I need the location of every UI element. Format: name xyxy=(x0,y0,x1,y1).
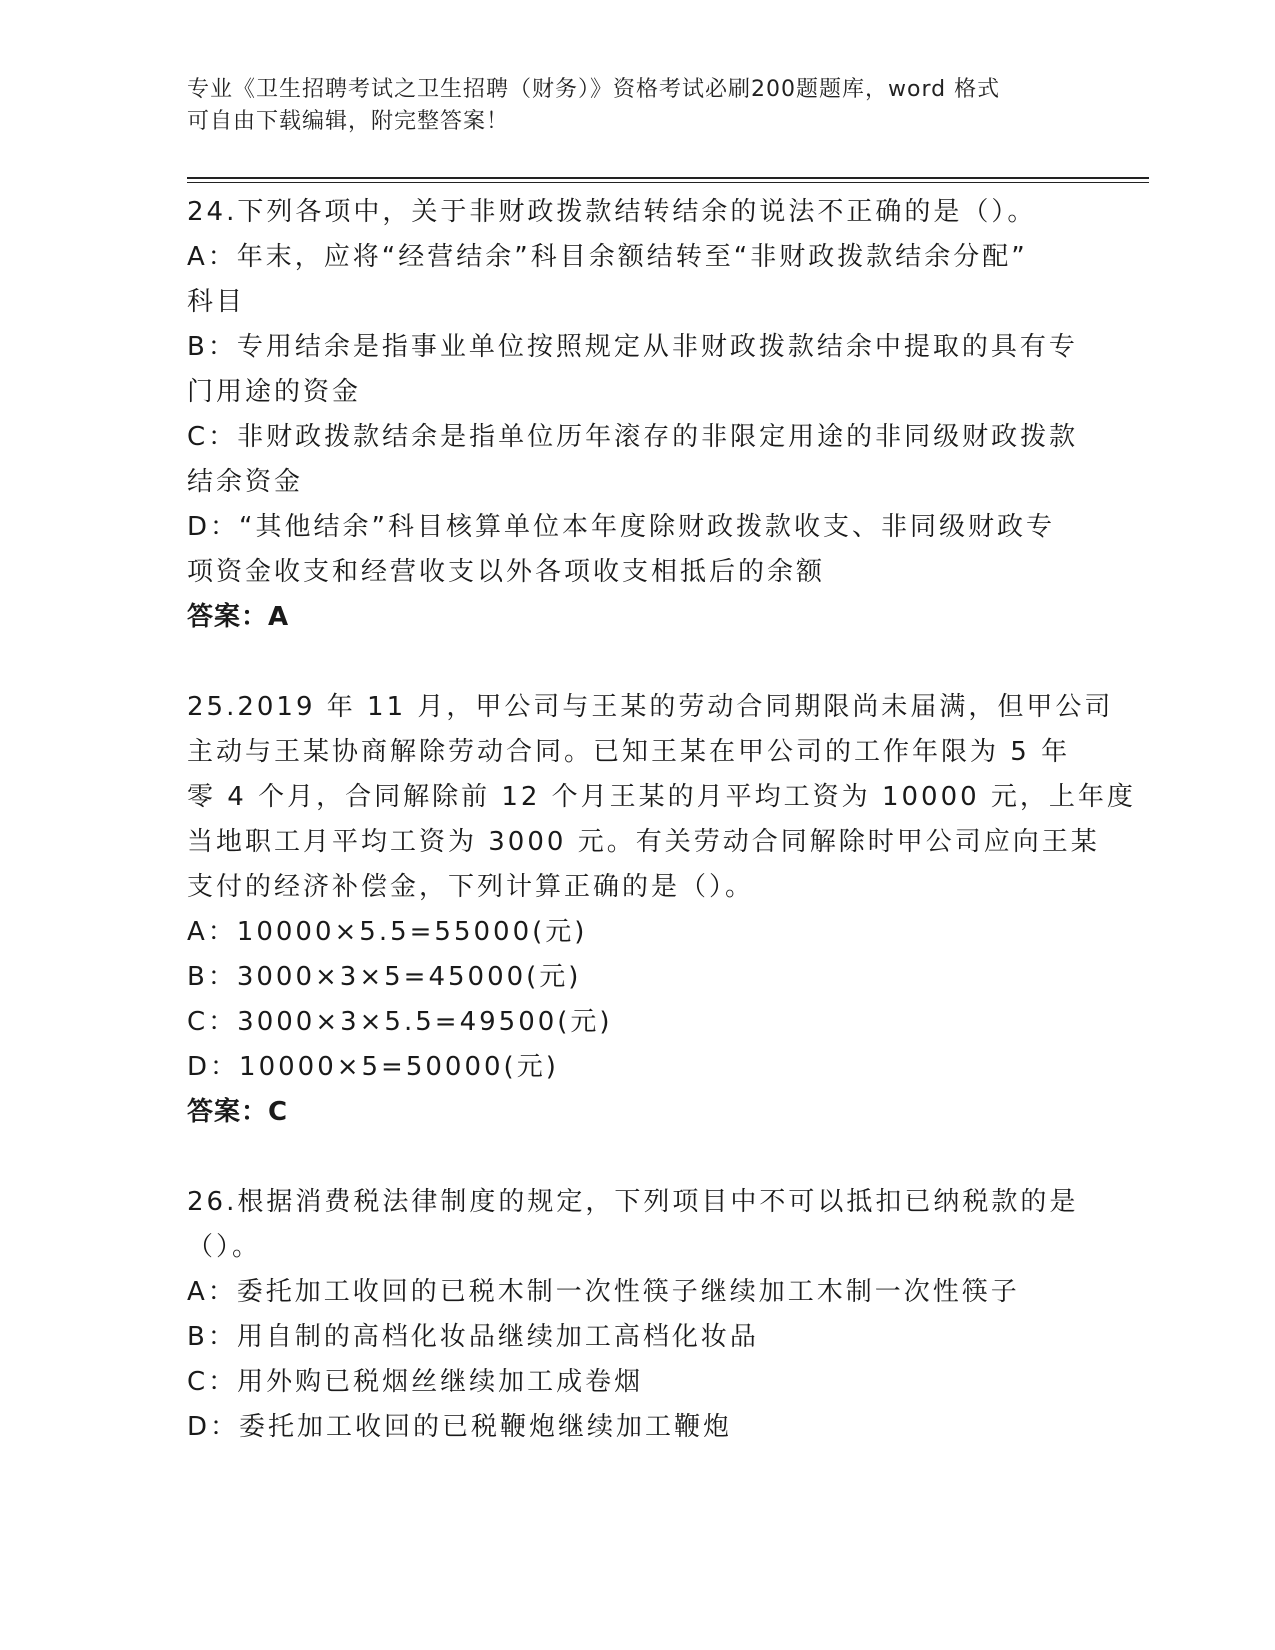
question-stem-line: 支付的经济补偿金，下列计算正确的是（）。 xyxy=(187,872,755,902)
question-stem-line: 25.2019 年 11 月，甲公司与王某的劳动合同期限尚未届满，但甲公司 xyxy=(187,692,1114,722)
question-stem-line: 26.根据消费税法律制度的规定，下列项目中不可以抵扣已纳税款的是 xyxy=(187,1187,1079,1217)
question-stem-line: （）。 xyxy=(187,1232,262,1262)
option-a-line-2: 科目 xyxy=(187,287,246,317)
option-d: D：10000×5=50000(元) xyxy=(187,1052,559,1082)
question-stem-line: 当地职工月平均工资为 3000 元。有关劳动合同解除时甲公司应向王某 xyxy=(187,827,1100,857)
header-divider-thick xyxy=(187,177,1149,179)
question-list xyxy=(187,190,1136,1450)
answer-label: 答案：A xyxy=(187,602,290,632)
option-b: B：3000×3×5=45000(元) xyxy=(187,962,582,992)
header-line-2: 可自由下载编辑，附完整答案！ xyxy=(187,109,510,134)
question-26 xyxy=(187,1180,1079,1450)
option-c-line-2: 结余资金 xyxy=(187,467,304,497)
option-b-line-2: 门用途的资金 xyxy=(187,377,362,407)
option-b: B：用自制的高档化妆品继续加工高档化妆品 xyxy=(187,1322,759,1352)
option-b-line-1: B：专用结余是指事业单位按照规定从非财政拨款结余中提取的具有专 xyxy=(187,332,1078,362)
option-c-line-1: C：非财政拨款结余是指单位历年滚存的非限定用途的非同级财政拨款 xyxy=(187,422,1079,452)
question-stem-line: 主动与王某协商解除劳动合同。已知王某在甲公司的工作年限为 5 年 xyxy=(187,737,1071,767)
option-c: C：3000×3×5.5=49500(元) xyxy=(187,1007,613,1037)
question-stem-line: 零 4 个月，合同解除前 12 个月王某的月平均工资为 10000 元，上年度 xyxy=(187,782,1136,812)
option-a: A：委托加工收回的已税木制一次性筷子继续加工木制一次性筷子 xyxy=(187,1277,1020,1307)
option-d-line-2: 项资金收支和经营收支以外各项收支相抵后的余额 xyxy=(187,557,826,587)
option-a: A：10000×5.5=55000(元) xyxy=(187,917,588,947)
document-header xyxy=(187,74,1067,138)
answer-label: 答案：C xyxy=(187,1097,289,1127)
question-stem-line: 24.下列各项中，关于非财政拨款结转结余的说法不正确的是（）。 xyxy=(187,197,1037,227)
header-line-1: 专业《卫生招聘考试之卫生招聘（财务）》资格考试必刷200题题库，word 格式 xyxy=(187,77,1001,102)
option-d-line-1: D：“其他结余”科目核算单位本年度除财政拨款收支、非同级财政专 xyxy=(187,512,1055,542)
option-c: C：用外购已税烟丝继续加工成卷烟 xyxy=(187,1367,644,1397)
option-d: D：委托加工收回的已税鞭炮继续加工鞭炮 xyxy=(187,1412,733,1442)
option-a-line-1: A：年末，应将“经营结余”科目余额结转至“非财政拨款结余分配” xyxy=(187,242,1028,272)
question-25 xyxy=(187,685,1136,1135)
question-24 xyxy=(187,190,1079,640)
header-divider-thin xyxy=(187,182,1149,183)
